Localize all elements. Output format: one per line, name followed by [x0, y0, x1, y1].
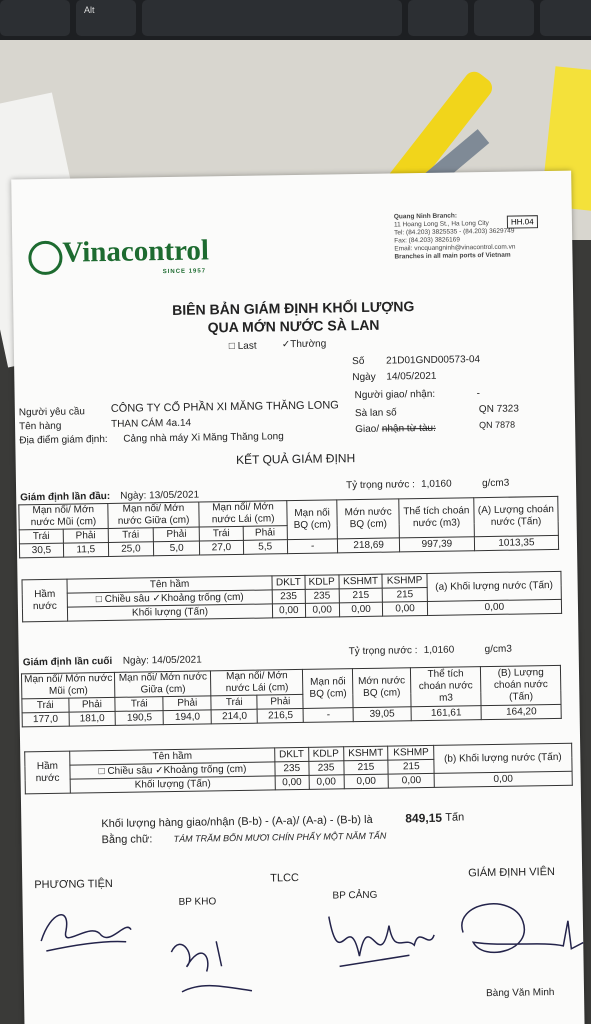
table-cell: 215 — [339, 588, 383, 603]
goods-label: Tên hàng — [19, 420, 62, 433]
first-density-unit: g/cm3 — [481, 477, 510, 490]
tank-col: KSHMP — [382, 573, 427, 588]
tank-col: KSHMT — [339, 574, 383, 589]
first-density-value: 1,0160 — [420, 478, 452, 491]
so-value: 21D01GND00573-04 — [386, 354, 481, 367]
ngay-value: 14/05/2021 — [386, 370, 437, 383]
last-date: Ngày: 14/05/2021 — [122, 654, 202, 667]
col-right: Phải — [63, 528, 108, 543]
tank-name-label: Tên hầm — [67, 576, 272, 593]
give-value: QN 7878 — [479, 419, 516, 431]
table-cell: 215 — [343, 760, 388, 775]
first-draft-table — [18, 496, 559, 558]
last-density-unit: g/cm3 — [484, 643, 512, 656]
branch-line: Fax: (84.203) 3826169 — [394, 236, 461, 245]
col-draft-bq: Mớn nước BQ (cm) — [353, 668, 411, 708]
weight-label: Khối lượng (Tấn) — [67, 604, 272, 621]
col-left: Trái — [19, 529, 63, 544]
col-right: Phải — [257, 694, 303, 709]
give-label — [355, 423, 436, 435]
key — [474, 0, 534, 36]
tank-col: KDLP — [308, 747, 343, 762]
summary-value: 849,15 — [405, 810, 443, 826]
col-mid: Mạn nối/ Mớn nước Giữa (cm) — [115, 671, 211, 698]
depth-row-label: □ Chiều sâu ✓Khoảng trống (cm) — [67, 590, 272, 607]
sig-vehicle: PHƯƠNG TIỆN — [34, 877, 113, 892]
branch-line: Quang Ninh Branch: — [393, 212, 458, 221]
hold-label: Hầm nước — [22, 579, 68, 622]
option-normal: ✓Thường — [281, 338, 327, 351]
col-left: Trái — [115, 697, 163, 712]
barge-value: QN 7323 — [478, 403, 519, 416]
branch-line: Tel: (84.203) 3825535 - (84.203) 3629749 — [394, 227, 515, 237]
last-density-value: 1,0160 — [423, 644, 455, 657]
col-mid: Mạn nối/ Mớn nước Giữa (cm) — [108, 502, 200, 528]
key — [0, 0, 70, 36]
table-cell: 164,20 — [481, 704, 561, 719]
table-cell: 218,69 — [338, 538, 400, 553]
table-cell: 235 — [305, 589, 339, 604]
table-cell: 1013,35 — [474, 535, 558, 550]
requester-value: CÔNG TY CỔ PHẦN XI MĂNG THĂNG LONG — [110, 399, 339, 415]
tank-mass-label: (b) Khối lượng nước (Tấn) — [434, 743, 572, 773]
space-label: Khoảng trống (cm) — [163, 763, 247, 776]
col-volume: Thể tích choán nước m3 — [410, 667, 481, 707]
table-cell: 0,00 — [434, 771, 572, 787]
sig-inspector: GIÁM ĐỊNH VIÊN — [468, 865, 556, 880]
last-density-label: Tỷ trọng nước : — [348, 645, 418, 658]
col-stern: Mạn nối/ Mớn nước Lái (cm) — [211, 669, 303, 695]
table-cell: 997,39 — [399, 537, 474, 552]
first-label: Giám định lần đầu: — [20, 490, 111, 504]
signature-port — [319, 895, 440, 987]
tank-col: KDLP — [305, 575, 339, 590]
key-alt — [76, 0, 136, 36]
space-label: Khoảng trống (cm) — [160, 591, 244, 604]
summary-unit: Tấn — [445, 811, 465, 824]
table-cell: 0,00 — [344, 774, 389, 789]
table-cell: 0,00 — [272, 603, 305, 618]
col-left: Trái — [200, 526, 243, 541]
col-stern: Mạn nối/ Mớn nước Lái (cm) — [199, 501, 287, 527]
table-cell: 0,00 — [339, 602, 383, 617]
col-right: Phải — [163, 696, 211, 711]
tank-col: DKLT — [275, 747, 309, 762]
key — [540, 0, 591, 36]
hold-label: Hầm nước — [25, 751, 71, 794]
table-cell: 216,5 — [257, 708, 303, 723]
spacebar — [142, 0, 402, 36]
table-cell: 0,00 — [389, 773, 435, 788]
table-cell: 194,0 — [163, 710, 211, 725]
table-cell: 181,0 — [69, 711, 116, 726]
table-cell: 235 — [308, 761, 343, 776]
logo-globe-icon — [28, 241, 63, 276]
table-cell: 0,00 — [309, 775, 344, 790]
requester-label: Người yêu cầu — [18, 406, 86, 419]
sig-warehouse: BP KHO — [178, 896, 217, 908]
doc-title-line1: BIÊN BẢN GIÁM ĐỊNH KHỐI LƯỢNG — [172, 298, 415, 318]
tank-col: DKLT — [272, 575, 305, 590]
key-alt-label: Alt — [84, 5, 95, 15]
first-date: Ngày: 13/05/2021 — [120, 489, 200, 502]
table-cell: - — [287, 539, 338, 554]
table-cell: 215 — [388, 759, 434, 774]
col-volume: Thể tích choán nước (m3) — [399, 498, 475, 538]
summary-words-label: Bằng chữ: — [101, 833, 153, 847]
col-bow: Mạn nối/ Mớn nước Mũi (cm) — [19, 503, 108, 529]
signature-inspector — [442, 890, 591, 972]
form-code: HH.04 — [507, 215, 538, 228]
option-last-label: Last — [237, 340, 257, 352]
ngay-label: Ngày — [352, 371, 376, 384]
summary-formula: Khối lượng hàng giao/nhận (B-b) - (A-a)/ (A-a) - (B-b) là — [101, 813, 373, 831]
table-cell: 177,0 — [22, 712, 69, 727]
result-title: KẾT QUẢ GIÁM ĐỊNH — [235, 451, 356, 467]
sig-tlcc: TLCC — [270, 872, 300, 885]
doc-title-line2: QUA MỚN NƯỚC SÀ LAN — [207, 316, 380, 336]
give-word: Giao/ — [355, 423, 380, 436]
table-cell: 235 — [272, 589, 305, 604]
col-right: Phải — [153, 527, 200, 542]
table-cell: 0,00 — [427, 599, 561, 615]
branch-line: Email: vncquangninh@vinacontrol.com.vn — [394, 243, 516, 253]
option-last: □ Last — [228, 340, 257, 353]
last-tank-table — [24, 743, 573, 795]
table-cell: 0,00 — [305, 603, 339, 618]
table-cell: 0,00 — [383, 601, 428, 616]
tank-mass-label: (a) Khối lượng nước (Tấn) — [427, 571, 562, 601]
first-density-label: Tỷ trọng nước : — [345, 479, 415, 492]
branch-info — [394, 212, 516, 262]
summary-words: TÁM TRĂM BỐN MƯƠI CHÍN PHẨY MỘT NĂM TẤN — [173, 830, 387, 844]
branch-line: Branches in all main ports of Vietnam — [394, 251, 511, 261]
tank-name-label: Tên hầm — [70, 748, 275, 765]
option-normal-label: Thường — [290, 338, 327, 351]
sig-port: BP CẢNG — [332, 889, 378, 902]
col-right: Phải — [69, 697, 116, 712]
depth-row-label: □ Chiều sâu ✓Khoảng trống (cm) — [70, 762, 275, 779]
place-value: Cảng nhà máy Xi Măng Thăng Long — [123, 431, 284, 445]
barge-label: Sà lan số — [354, 407, 397, 420]
company-logo: Vinacontrol — [62, 234, 210, 269]
receive-word: nhận từ tàu: — [381, 422, 436, 435]
table-cell: 39,05 — [353, 707, 411, 722]
table-cell: 30,5 — [19, 543, 63, 558]
first-tank-table — [21, 571, 562, 622]
deliverer-label: Người giao/ nhận: — [354, 388, 436, 402]
col-bq: Mạn nối BQ (cm) — [287, 500, 338, 540]
table-cell: 215 — [383, 587, 428, 602]
inspector-name: Bàng Văn Minh — [485, 987, 555, 1000]
branch-line: 11 Hoang Long St., Ha Long City — [393, 219, 489, 229]
last-label: Giám định lần cuối — [22, 655, 113, 669]
signature-warehouse — [161, 920, 272, 1002]
col-left: Trái — [22, 698, 69, 713]
last-draft-table — [21, 665, 562, 727]
col-left: Trái — [108, 528, 153, 543]
col-right: Phải — [243, 526, 287, 541]
depth-label: Chiều sâu — [104, 592, 150, 605]
col-draft-bq: Mớn nước BQ (cm) — [337, 499, 399, 539]
tank-col: KSHMT — [343, 746, 388, 761]
tank-col: KSHMP — [388, 745, 434, 760]
key — [408, 0, 468, 36]
table-cell: 161,61 — [411, 706, 482, 721]
col-bow: Mạn nối/ Mớn nước Mũi (cm) — [21, 672, 115, 698]
table-cell: 214,0 — [211, 709, 257, 724]
table-cell: 0,00 — [275, 775, 309, 790]
place-label: Địa điểm giám định: — [19, 433, 108, 447]
col-mass: (A) Lượng choán nước (Tấn) — [474, 496, 559, 536]
depth-label: Chiều sâu — [107, 764, 153, 777]
col-bq: Mạn nối BQ (cm) — [303, 669, 353, 709]
table-cell: 190,5 — [115, 711, 163, 726]
goods-value: THAN CÁM 4a.14 — [110, 417, 192, 430]
col-mass: (B) Lượng choán nước (Tấn) — [481, 665, 561, 705]
deliverer-value: - — [476, 388, 481, 400]
inspection-document — [11, 171, 585, 1024]
table-cell: 25,0 — [108, 542, 153, 557]
signature-vehicle — [31, 900, 142, 962]
table-cell: - — [303, 708, 353, 723]
table-cell: 11,5 — [63, 542, 108, 557]
table-cell: 235 — [275, 761, 309, 776]
table-cell: 27,0 — [200, 540, 243, 555]
table-cell: 5,5 — [243, 540, 287, 555]
logo-since: SINCE 1957 — [162, 268, 207, 276]
table-cell: 5,0 — [153, 541, 200, 556]
so-label: Số — [352, 355, 365, 368]
weight-label: Khối lượng (Tấn) — [70, 776, 275, 793]
col-left: Trái — [211, 695, 257, 710]
